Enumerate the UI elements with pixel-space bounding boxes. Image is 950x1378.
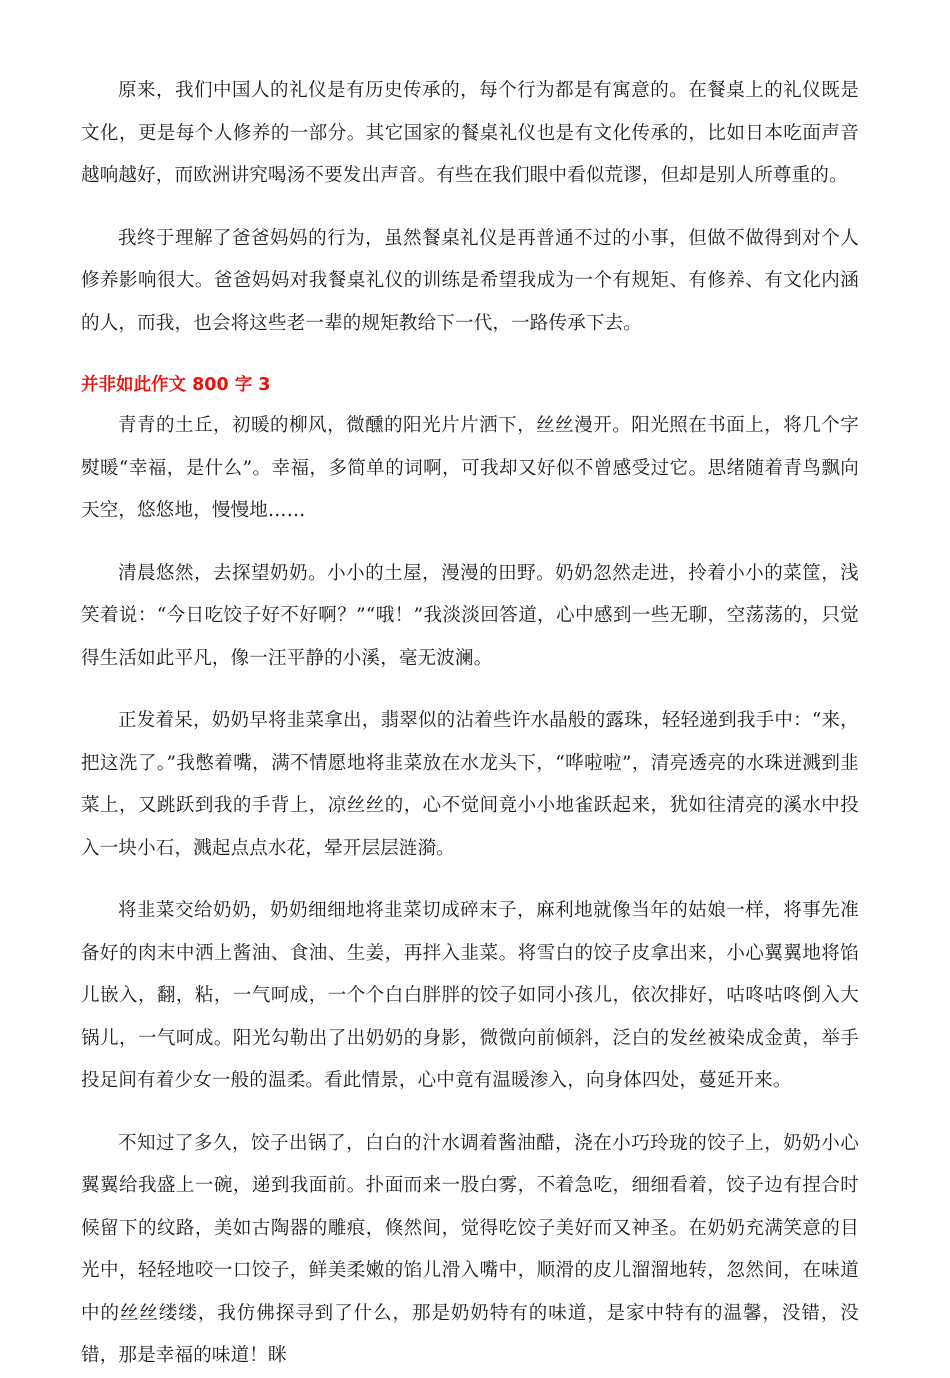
paragraph-understanding-parents: 我终于理解了爸爸妈妈的行为，虽然餐桌礼仪是再普通不过的小事，但做不做得到对个人修养影响很大。爸爸妈妈对我餐桌礼仪的训练是希望我成为一个有规矩、有修养、有文化内涵的人，而我，也会将这些老一辈的规矩教给下一代，一路传承下去。 xyxy=(81,227,859,334)
paragraph-etiquette-history: 原来，我们中国人的礼仪是有历史传承的，每个行为都是有寓意的。在餐桌上的礼仪既是文化，更是每个人修养的一部分。其它国家的餐桌礼仪也是有文化传承的，比如日本吃面声音越响越好，而欧洲讲究喝汤不要发出声音。有些在我们眼中看似荒谬，但却是别人所尊重的。 xyxy=(81,80,859,186)
paragraph-green-hill: 青青的土丘，初暖的柳风，微醺的阳光片片洒下，丝丝漫开。阳光照在书面上，将几个字熨暖“幸福，是什么”。幸福，多简单的词啊，可我却又好似不曾感受过它。思绪随着青鸟飘向天空，悠悠地，慢慢地…… xyxy=(81,415,859,521)
paragraph-eat-dumplings: 不知过了多久，饺子出锅了，白白的汁水调着酱油醋，浇在小巧玲珑的饺子上，奶奶小心翼翼给我盛上一碗，递到我面前。扑面而来一股白雾，不着急吃，细细看着，饺子边有捏合时候留下的纹路，美如古陶器的雕痕，倏然间，觉得吃饺子美好而又神圣。在奶奶充满笑意的目光中，轻轻地咬一口饺子，鲜美柔嫩的馅儿滑入嘴中，顺滑的皮儿溜溜地转，忽然间，在味道中的丝丝缕缕，我仿佛探寻到了什么，那是奶奶特有的味道，是家中特有的温馨，没错，没错，那是幸福的味道！眯 xyxy=(81,1132,859,1366)
paragraph-gap xyxy=(81,870,859,890)
paragraph-gap xyxy=(81,533,859,553)
paragraph-gap xyxy=(81,1103,859,1123)
paragraph-gap xyxy=(81,680,859,700)
paragraph-gap xyxy=(81,345,859,365)
paragraph-gap xyxy=(81,198,859,218)
section-heading: 并非如此作文 800 字 3 xyxy=(81,375,271,395)
paragraph-make-dumplings: 将韭菜交给奶奶，奶奶细细地将韭菜切成碎末子，麻利地就像当年的姑娘一样，将事先准备好的肉末中洒上酱油、食油、生姜，再拌入韭菜。将雪白的饺子皮拿出来，小心翼翼地将馅儿嵌入，翻，粘，一气呵成，一个个白白胖胖的饺子如同小孩儿，依次排好，咕咚咕咚倒入大锅儿，一气呵成。阳光勾勒出了出奶奶的身影，微微向前倾斜，泛白的发丝被染成金黄，举手投足间有着少女一般的温柔。看此情景，心中竟有温暖渗入，向身体四处，蔓延开来。 xyxy=(81,900,859,1091)
paragraph-wash-chives: 正发着呆，奶奶早将韭菜拿出，翡翠似的沾着些许水晶般的露珠，轻轻递到我手中：“来，把这洗了。”我憋着嘴，满不情愿地将韭菜放在水龙头下，“哗啦啦”，清亮透亮的水珠迸溅到韭菜上，又跳跃到我的手背上，凉丝丝的，心不觉间竟小小地雀跃起来，犹如往清亮的溪水中投入一块小石，溅起点点水花，晕开层层涟漪。 xyxy=(81,710,859,859)
paragraph-visit-grandma: 清晨悠然，去探望奶奶。小小的土屋，漫漫的田野。奶奶忽然走进，拎着小小的菜筐，浅笑着说：“今日吃饺子好不好啊？”“哦！”我淡淡回答道，心中感到一些无聊，空荡荡的，只觉得生活如此平凡，像一汪平静的小溪，毫无波澜。 xyxy=(81,562,859,669)
document-page xyxy=(81,70,859,1378)
